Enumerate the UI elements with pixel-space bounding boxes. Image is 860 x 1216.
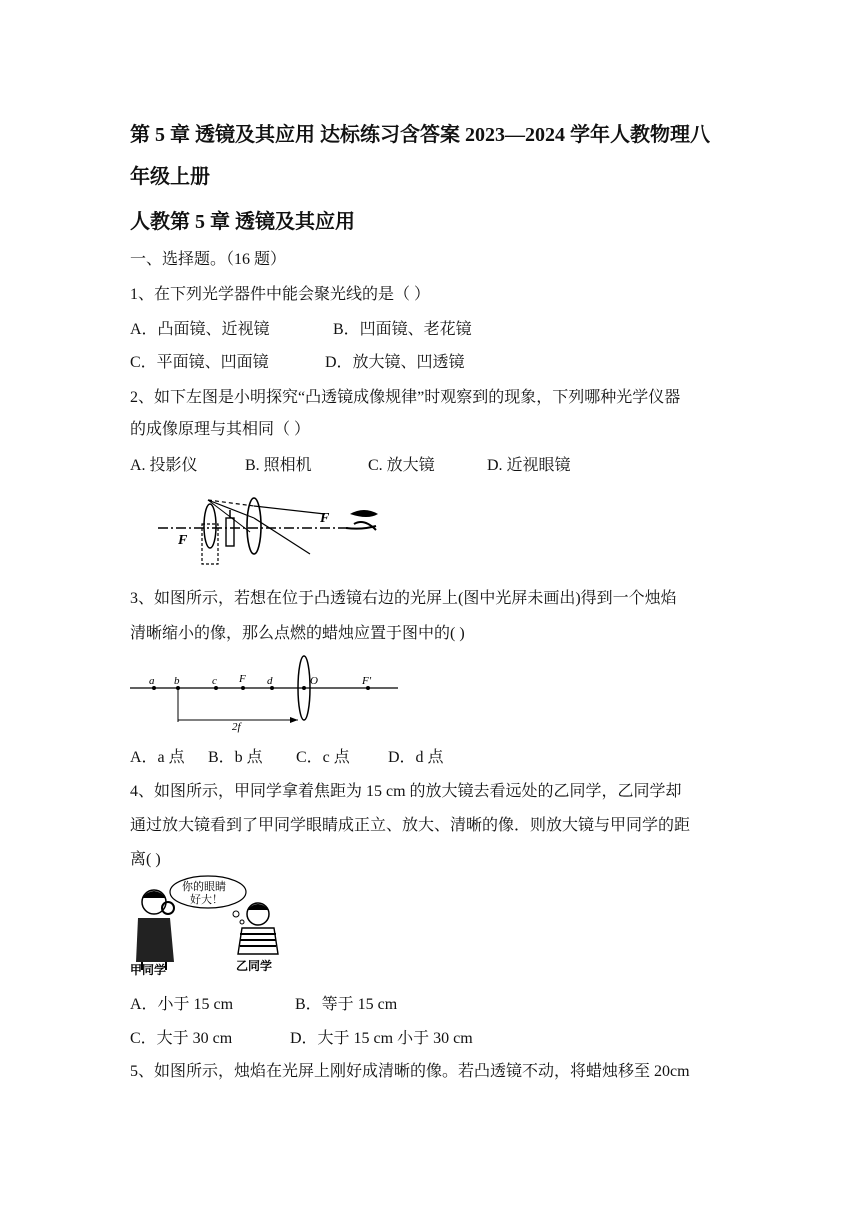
q4-label-student-a: 甲同学 (130, 963, 167, 977)
q4-bubble-line-1: 你的眼睛 (182, 881, 226, 893)
q3-label-f-prime: F' (362, 675, 372, 687)
q2-option-b: B. 照相机 (245, 457, 312, 474)
q3-option-a: A．a 点 (130, 749, 185, 766)
q2-stem-line-1: 2、如下左图是小明探究“凸透镜成像规律”时观察到的现象，下列哪种光学仪器 (130, 389, 681, 406)
q4-option-d: D．大于 15 cm 小于 30 cm (290, 1030, 473, 1047)
q3-axis-figure (126, 650, 402, 734)
q3-option-b: B．b 点 (208, 749, 263, 766)
q3-dim-label: 2f (232, 721, 241, 733)
q4-stem-line-1: 4、如图所示，甲同学拿着焦距为 15 cm 的放大镜去看远处的乙同学，乙同学却 (130, 783, 682, 800)
q4-stem-line-2: 通过放大镜看到了甲同学眼睛成正立、放大、清晰的像．则放大镜与甲同学的距 (130, 817, 691, 834)
q2-option-c: C. 放大镜 (368, 457, 435, 474)
q1-stem: 1、在下列光学器件中能会聚光线的是（ ） (130, 286, 431, 303)
q3-option-d: D．d 点 (388, 749, 444, 766)
document-title-line-1: 第 5 章 透镜及其应用 达标练习含答案 2023—2024 学年人教物理八 (130, 124, 710, 146)
q2-lens-figure (150, 488, 390, 566)
q3-stem-line-1: 3、如图所示，若想在位于凸透镜右边的光屏上(图中光屏未画出)得到一个烛焰 (130, 590, 677, 607)
q1-option-d: D．放大镜、凹透镜 (325, 354, 465, 371)
section-heading: 一、选择题。（16 题） (130, 251, 287, 268)
q4-option-c: C．大于 30 cm (130, 1030, 233, 1047)
q3-label-f: F (239, 673, 246, 685)
q3-label-b: b (174, 675, 180, 687)
q3-option-c: C．c 点 (296, 749, 350, 766)
q2-option-d: D. 近视眼镜 (487, 457, 571, 474)
q4-option-a: A．小于 15 cm (130, 996, 234, 1013)
q4-cartoon-figure (128, 874, 298, 978)
q3-label-a: a (149, 675, 155, 687)
q4-bubble-line-2: 好大！ (190, 894, 223, 906)
q2-option-a: A. 投影仪 (130, 457, 198, 474)
chapter-subtitle: 人教第 5 章 透镜及其应用 (130, 211, 355, 233)
q2-stem-line-2: 的成像原理与其相同（ ） (130, 421, 311, 438)
q3-label-c: c (212, 675, 217, 687)
q5-stem-line-1: 5、如图所示，烛焰在光屏上刚好成清晰的像。若凸透镜不动，将蜡烛移至 20cm (130, 1063, 690, 1080)
q1-option-a: A．凸面镜、近视镜 (130, 321, 270, 338)
q3-label-d: d (267, 675, 273, 687)
document-title-line-2: 年级上册 (130, 166, 210, 188)
q2-focus-left-label: F (178, 533, 188, 548)
q1-option-b: B．凹面镜、老花镜 (333, 321, 472, 338)
q4-stem-line-3: 离( ) (130, 851, 161, 868)
q3-label-o: O (310, 675, 318, 687)
q3-stem-line-2: 清晰缩小的像，那么点燃的蜡烛应置于图中的( ) (130, 625, 465, 642)
q2-focus-right-label: F (320, 511, 330, 526)
q1-option-c: C．平面镜、凹面镜 (130, 354, 269, 371)
q4-label-student-b: 乙同学 (236, 959, 273, 973)
q4-option-b: B．等于 15 cm (295, 996, 398, 1013)
